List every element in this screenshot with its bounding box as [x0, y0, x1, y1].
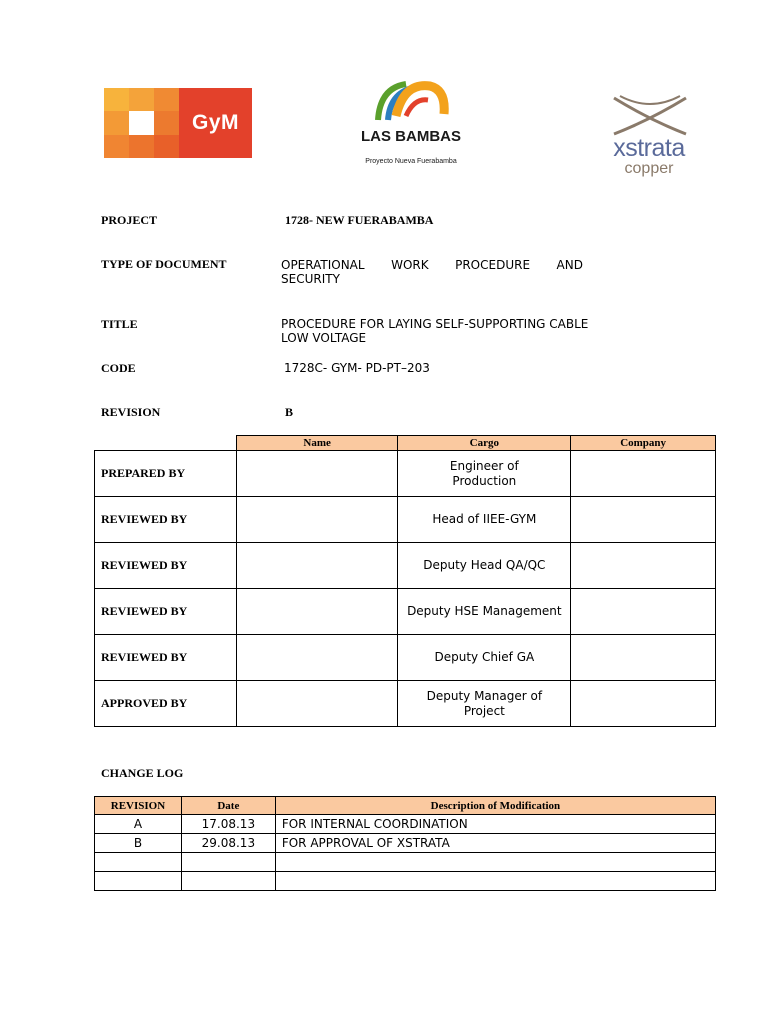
type-of-document-word: WORK: [391, 258, 429, 272]
approvals-header-name: Name: [236, 436, 398, 451]
change-log-row: [95, 815, 716, 834]
approvals-cargo-cell: [398, 635, 571, 681]
approvals-role-cell: APPROVED BY: [95, 681, 237, 727]
approvals-row: [95, 543, 716, 589]
type-of-document-line-2: SECURITY: [281, 272, 340, 286]
change-log-table: [94, 796, 716, 891]
approvals-role-cell: REVIEWED BY: [95, 589, 237, 635]
change-log-revision-cell: B: [95, 834, 182, 853]
change-log-revision-cell: [95, 872, 182, 891]
project-value: 1728- NEW FUERABAMBA: [285, 213, 434, 227]
approvals-cargo-cell: [398, 589, 571, 635]
las-bambas-wordmark: LAS BAMBAS: [361, 128, 461, 145]
approvals-name-cell: [236, 681, 398, 727]
approvals-row: [95, 681, 716, 727]
approvals-cargo-line: Deputy Head QA/QC: [423, 558, 546, 572]
approvals-header-blank: [95, 436, 237, 451]
gym-squares-icon: [104, 88, 179, 158]
project-label: PROJECT: [101, 213, 158, 227]
approvals-role-cell: REVIEWED BY: [95, 635, 237, 681]
approvals-cargo-line: Project: [463, 703, 505, 718]
approvals-role-cell: REVIEWED BY: [95, 543, 237, 589]
type-of-document-word: OPERATIONAL: [281, 258, 365, 272]
change-log-header-date: Date: [181, 797, 275, 815]
approvals-row: [95, 451, 716, 497]
change-log-date-cell: 29.08.13: [181, 834, 275, 853]
approvals-name-cell: [236, 635, 398, 681]
change-log-row: [95, 872, 716, 891]
change-log-date-cell: 17.08.13: [181, 815, 275, 834]
approvals-company-cell: [571, 681, 716, 727]
change-log-header-row: [95, 797, 716, 815]
xstrata-logo: [604, 94, 694, 184]
approvals-name-cell: [236, 497, 398, 543]
approvals-row: [95, 589, 716, 635]
approvals-cargo-line: Deputy Manager of: [426, 688, 543, 703]
approvals-cargo-cell: [398, 451, 571, 497]
change-log-revision-cell: A: [95, 815, 182, 834]
change-log-description-cell: FOR INTERNAL COORDINATION: [275, 815, 715, 834]
approvals-cargo-line: Head of IIEE-GYM: [432, 512, 537, 526]
approvals-cargo-line: Production: [452, 473, 517, 488]
change-log-header-revision: REVISION: [95, 797, 182, 815]
type-of-document-word: AND: [556, 258, 583, 272]
approvals-role-cell: REVIEWED BY: [95, 497, 237, 543]
approvals-cargo-line: Deputy Chief GA: [434, 650, 535, 664]
approvals-header-row: [95, 436, 716, 451]
las-bambas-logo: [356, 76, 466, 176]
las-bambas-subtitle: Proyecto Nueva Fuerabamba: [365, 158, 457, 165]
approvals-row: [95, 635, 716, 681]
approvals-cargo-cell: [398, 497, 571, 543]
approvals-name-cell: [236, 543, 398, 589]
code-label: CODE: [101, 361, 136, 375]
approvals-body: [95, 451, 716, 727]
type-of-document-value: [281, 258, 583, 286]
approvals-company-cell: [571, 543, 716, 589]
approvals-cargo-line: Deputy HSE Management: [407, 604, 562, 618]
type-of-document-label: TYPE OF DOCUMENT: [101, 257, 227, 271]
xstrata-x-icon: [610, 94, 690, 138]
approvals-role-cell: PREPARED BY: [95, 451, 237, 497]
title-label: TITLE: [101, 317, 138, 331]
title-line-1: PROCEDURE FOR LAYING SELF-SUPPORTING CABLE: [281, 317, 589, 331]
approvals-table: [94, 435, 716, 727]
change-log-date-cell: [181, 853, 275, 872]
xstrata-wordmark: xstrata: [613, 134, 685, 162]
change-log-row: [95, 853, 716, 872]
change-log-description-cell: [275, 872, 715, 891]
approvals-cargo-cell: [398, 681, 571, 727]
approvals-company-cell: [571, 635, 716, 681]
approvals-header-cargo: Cargo: [398, 436, 571, 451]
change-log-row: [95, 834, 716, 853]
change-log-body: [95, 815, 716, 891]
change-log-header-description: Description of Modification: [275, 797, 715, 815]
change-log-description-cell: [275, 853, 715, 872]
approvals-row: [95, 497, 716, 543]
approvals-company-cell: [571, 451, 716, 497]
change-log-date-cell: [181, 872, 275, 891]
gym-wordmark: GyM: [179, 88, 252, 158]
approvals-name-cell: [236, 451, 398, 497]
change-log-revision-cell: [95, 853, 182, 872]
xstrata-subtitle: copper: [624, 160, 674, 177]
approvals-cargo-line: Engineer of: [449, 458, 519, 473]
type-of-document-line-1: [281, 258, 583, 272]
title-value: [281, 317, 588, 345]
approvals-name-cell: [236, 589, 398, 635]
revision-label: REVISION: [101, 405, 161, 419]
change-log-label: CHANGE LOG: [101, 766, 184, 780]
las-bambas-arcs-icon: [370, 76, 450, 122]
revision-value: B: [285, 405, 294, 419]
title-line-2: LOW VOLTAGE: [281, 331, 367, 345]
approvals-cargo-cell: [398, 543, 571, 589]
change-log-description-cell: FOR APPROVAL OF XSTRATA: [275, 834, 715, 853]
approvals-company-cell: [571, 589, 716, 635]
gym-logo: [104, 88, 252, 158]
code-value: 1728C- GYM- PD-PT–203: [284, 361, 430, 375]
approvals-company-cell: [571, 497, 716, 543]
approvals-header-company: Company: [571, 436, 716, 451]
type-of-document-word: PROCEDURE: [455, 258, 531, 272]
